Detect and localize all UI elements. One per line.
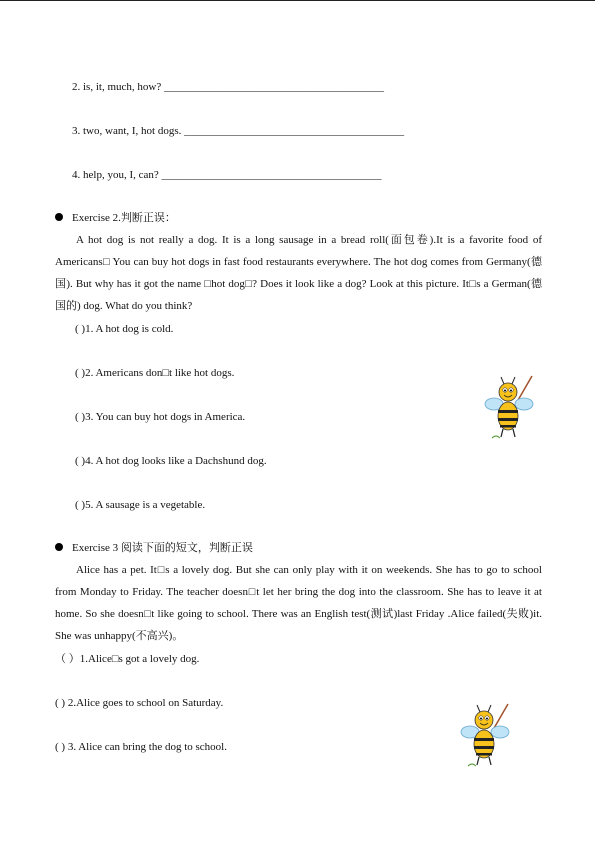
- exercise-2-item-1: ( )1. A hot dog is cold.: [75, 323, 174, 335]
- ordering-item-3: 3. two, want, I, hot dogs. ________________________________________: [72, 125, 405, 137]
- exercise-3-item-3: ( ) 3. Alice can bring the dog to school.: [55, 741, 227, 753]
- bullet-icon: [55, 213, 63, 221]
- exercise-2-item-2: ( )2. Americans don□t like hot dogs.: [75, 367, 235, 379]
- exercise-2-heading: [55, 211, 176, 225]
- ordering-item-4: 4. help, you, I, can? ________________________________________: [72, 169, 382, 181]
- ordering-item-2: 2. is, it, much, how? ________________________________________: [72, 81, 384, 93]
- bee-cartoon-icon: [482, 374, 538, 442]
- exercise-3-heading-text: Exercise 3 阅读下面的短文，判断正误: [72, 542, 253, 554]
- bee-cartoon-icon: [458, 702, 514, 770]
- exercise-2-item-5: ( )5. A sausage is a vegetable.: [75, 499, 206, 511]
- exercise-2-heading-text: Exercise 2.判断正误：: [72, 212, 176, 224]
- page-top-border: [0, 0, 595, 1]
- bullet-icon: [55, 543, 63, 551]
- exercise-2-passage: [55, 229, 542, 317]
- exercise-2-item-3: ( )3. You can buy hot dogs in America.: [75, 411, 246, 423]
- exercise-3-passage-text: Alice has a pet. It□s a lovely dog. But she can only play with it on weekends. She has to go to school from Monday to Friday. The teacher doesn□t let her bring the dog into the classroom. She has to leave it at home. So she doesn□t like going to school. There was an English test(测试)last Friday .Alice failed(失败)it. She was unhappy(不高兴)。: [55, 564, 542, 642]
- exercise-3-item-2: ( ) 2.Alice goes to school on Saturday.: [55, 697, 224, 709]
- exercise-3-heading: [55, 541, 253, 555]
- exercise-3-item-1: （ ）1.Alice□s got a lovely dog.: [55, 653, 200, 665]
- exercise-3-passage: [55, 559, 542, 647]
- exercise-2-passage-text: A hot dog is not really a dog. It is a long sausage in a bread roll(面包卷).It is a favorite food of Americans□ You can buy hot dogs in fast food restaurants everywhere. The hot dog comes from Germany(德国). But why has it got the name □hot dog□? Does it look like a dog? Look at this picture. It□s a German(德国的) dog. What do you think?: [55, 234, 542, 312]
- exercise-2-item-4: ( )4. A hot dog looks like a Dachshund dog.: [75, 455, 267, 467]
